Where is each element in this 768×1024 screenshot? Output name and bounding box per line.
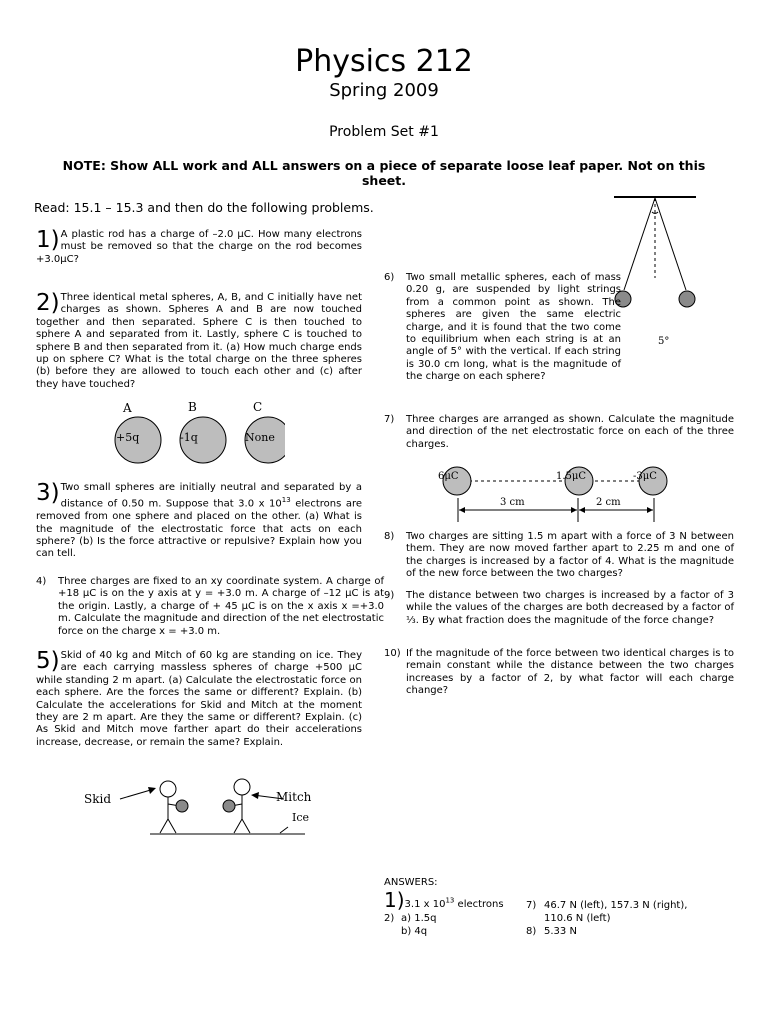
problem-6 (384, 272, 621, 384)
skid-leg (160, 819, 168, 833)
answer-unit: electrons (454, 899, 504, 910)
right-string (655, 198, 686, 290)
answer-number: 1) (384, 888, 405, 912)
dim-arrowhead (647, 507, 653, 513)
problem-text: If the magnitude of the force between two identical charges is to remain constant while the distance between the two charges increases by a factor of 2, by what factor will each charge change? (406, 648, 734, 697)
answer-2-number: 2) (384, 913, 395, 924)
answer-2a: a) 1.5q (401, 913, 437, 924)
problem-number: 7) (384, 414, 395, 425)
problem-4 (36, 576, 384, 638)
answer-8-text: 5.33 N (544, 926, 577, 937)
problem-9 (384, 590, 734, 627)
skid-leg (168, 819, 176, 833)
answer-exponent: 13 (445, 896, 455, 905)
page-title: Physics 212 (295, 44, 473, 79)
problem-text: Skid of 40 kg and Mitch of 60 kg are standing on ice. They are each carrying massless spheres of charge +500 μC while standing 2 m apart. (a) Calculate the electrostatic force on each sphere. Are the forces the same or different? Explain. (b) Calculate the accelerations for Skid and Mitch at the moment they are 2 m apart. Are they the same or different? Explain. (c) As Skid and Mitch move farther apart do their accelerations increase, decrease, or remain the same? Explain. (36, 650, 362, 748)
ice-pointer (280, 827, 288, 833)
pendulum-figure (608, 190, 708, 350)
page-subtitle: Spring 2009 (329, 80, 439, 101)
problem-1 (36, 229, 362, 266)
problem-number: 2) (36, 290, 60, 316)
answer-8-number: 8) (526, 926, 537, 937)
problem-set-label: Problem Set #1 (329, 124, 439, 140)
skid-sphere (176, 800, 188, 812)
right-sphere (679, 291, 695, 307)
problem-number: 3) (36, 480, 60, 506)
answers-heading: ANSWERS: (384, 877, 438, 888)
left-string (624, 198, 655, 290)
dim-arrowhead (579, 507, 585, 513)
note-text: NOTE: Show ALL work and ALL answers on a piece of separate loose leaf paper. Not on this sheet. (62, 158, 706, 188)
problem-text: A plastic rod has a charge of –2.0 μC. How many electrons must be removed so that the charge on the rod becomes +3.0μC? (36, 229, 362, 265)
sphere-charge-b: -1q (180, 431, 198, 444)
problem-10 (384, 648, 734, 698)
ice-label: Ice (292, 811, 310, 824)
problem-text-cont: electrons are removed from one sphere and placed on the other. (a) What is the magnitude of the electrostatic force that acts on each sphere? (b) Is the force attractive or repulsive? Explain how you can tell. (36, 498, 362, 560)
skid-head (160, 781, 176, 797)
angle-label: 5° (658, 336, 670, 347)
answer-7-number: 7) (526, 900, 537, 911)
problem-text: Two small spheres are initially neutral and separated by a distance of 0.50 m. Suppose that 3.0 x 10 (60, 482, 362, 510)
sphere-label-c: C (253, 400, 263, 414)
problem-number: 4) (36, 576, 47, 587)
skid-arrowhead (148, 787, 156, 794)
exponent: 13 (281, 496, 291, 505)
sphere-charge-c: None (245, 431, 275, 444)
problem-text: Three charges are fixed to an xy coordinate system. A charge of +18 μC is on the y axis at y = +3.0 m. A charge of –12 μC is at the origin. Lastly, a charge of + 45 μC is on the x axis x =+3.0 m. Calculate the magnitude and direction of the net electrostatic force on the charge x = +3.0 m. (58, 576, 384, 637)
charges-line-figure (430, 464, 680, 526)
dim-arrowhead (459, 507, 465, 513)
answer-7-line1: 46.7 N (left), 157.3 N (right), (544, 900, 688, 911)
answer-7-line2: 110.6 N (left) (544, 913, 611, 924)
skid-arrow (120, 789, 154, 799)
problem-text: The distance between two charges is increased by a factor of 3 while the values of the charges are both decreased by a factor of ⅓. By what fraction does the magnitude of the force change? (406, 590, 734, 626)
distance-2-label: 2 cm (596, 497, 621, 508)
answer-2b: b) 4q (401, 926, 428, 937)
distance-1-label: 3 cm (500, 497, 525, 508)
charge-1-label: 6μC (438, 471, 459, 482)
mitch-leg (234, 819, 242, 833)
problem-text: Three charges are arranged as shown. Calculate the magnitude and direction of the net electrostatic force on each of the three charges. (406, 414, 734, 450)
problem-text: Three identical metal spheres, A, B, and C initially have net charges as shown. Spheres A and B are now touched together and then separated. Sphere C is then touched to sphere A and separated from it. Lastly, sphere C is touched to sphere B and then separated from it. (a) How much charge ends up on sphere C? What is the total charge on the three spheres (b) before they are allowed to touch each other and (c) after they have touched? (36, 292, 362, 390)
mitch-sphere (223, 800, 235, 812)
skid-label: Skid (84, 792, 112, 806)
problem-5 (36, 650, 362, 749)
problem-number: 9) (384, 590, 395, 601)
answer-1 (384, 888, 537, 912)
problem-3 (36, 482, 362, 561)
answer-text: 3.1 x 10 (404, 899, 446, 910)
problem-8 (384, 531, 734, 581)
skaters-figure (80, 775, 330, 845)
problem-number: 1) (36, 227, 60, 253)
mitch-arrowhead (251, 792, 259, 799)
problem-text: Two charges are sitting 1.5 m apart with a force of 3 N between them. They are now moved farther apart to 2.25 m and one of the charges is increased by a factor of 4. What is the magnitude of the new force between the two charges? (406, 531, 734, 580)
mitch-head (234, 779, 250, 795)
sphere-charge-a: +5q (116, 431, 140, 444)
problem-number: 5) (36, 648, 60, 674)
problem-number: 10) (384, 648, 401, 659)
mitch-leg (242, 819, 250, 833)
sphere-label-a: A (123, 401, 132, 415)
charge-3-label: -3μC (633, 471, 657, 482)
reading-assignment: Read: 15.1 – 15.3 and then do the following problems. (34, 200, 374, 215)
mitch-label: Mitch (276, 790, 312, 804)
problem-2 (36, 292, 362, 391)
problem-number: 8) (384, 531, 395, 542)
spheres-figure (105, 398, 285, 473)
problem-text: Two small metallic spheres, each of mass 0.20 g, are suspended by light strings from a common point as shown. The spheres are given the same electric charge, and it is found that the two come to equilibrium when each string is at an angle of 5° with the vertical. If each string is 30.0 cm long, what is the magnitude of the charge on each sphere? (406, 272, 621, 383)
problem-7 (384, 414, 734, 451)
problem-number: 6) (384, 272, 395, 283)
charge-2-label: 1.5μC (556, 471, 587, 482)
sphere-label-b: B (188, 400, 197, 414)
dim-arrowhead (571, 507, 577, 513)
